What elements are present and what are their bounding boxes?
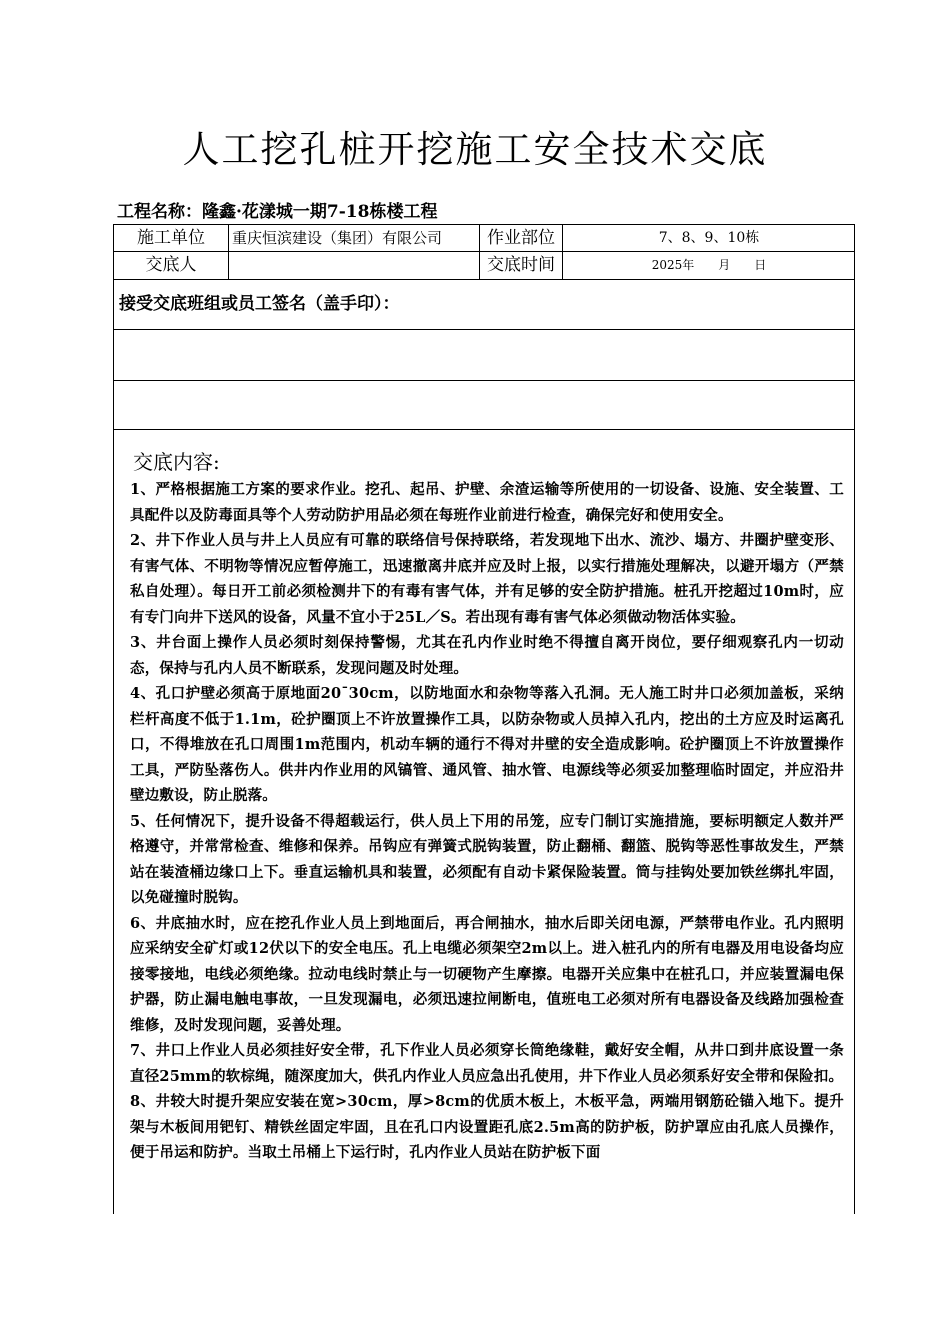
- time-value: 2025年 月 日: [651, 258, 767, 272]
- content-paragraph-3: 3、井台面上操作人员必须时刻保持警惕，尤其在孔内作业时绝不得擅自离开岗位，要仔细观察孔内一切动态，保持与孔内人员不断联系，发现问题及时处理。: [130, 634, 844, 677]
- signature-line: [114, 429, 854, 430]
- content-paragraph-5: 5、任何情况下，提升设备不得超载运行，供人员上下用的吊笼，应专门制订实施措施，要标明额定人数并严格遵守，并常常检查、维修和保养。吊钩应有弹簧式脱钩装置，防止翻桶、翻篮、脱钩等恶性事故发生，严禁站在装渣桶边缘口上下。垂直运输机具和装置，必须配有自动卡紧保险装置。筒与挂钩处要加铁丝绑扎牢固，以免碰撞时脱钩。: [130, 812, 844, 906]
- time-label: 交底时间: [487, 255, 555, 275]
- content-heading: 交底内容:: [133, 450, 220, 474]
- content-paragraph-2: 2、井下作业人员与井上人员应有可靠的联络信号保持联络，若发现地下出水、流沙、塌方、井圈护壁变形、有害气体、不明物等情况应暂停施工，迅速撤离井底并应及时上报，以实行措施处理解决，以避开塌方（严禁私自处理）。每日开工前必须检测井下的有毒有害气体，并有足够的安全防护措施。桩孔开挖超过10m时，应有专门向井下送风的设备，风量不宜小于25L／S。若出现有毒有害气体必须做动物活体实验。: [130, 532, 844, 626]
- work-area-label: 作业部位: [487, 228, 555, 248]
- document-title: 人工挖孔桩开挖施工安全技术交底: [182, 128, 768, 171]
- presenter-label: 交底人: [145, 255, 197, 275]
- content-paragraph-8: 8、井较大时提升架应安装在宽>30cm，厚>8cm的优质木板上，木板平急，两端用钢筋砼锚入地下。提升架与木板间用钯钉、精铁丝固定牢固，且在孔口内设置距孔底2.5m高的防护板，防护罩应由孔底人员操作，便于吊运和防护。当取土吊桶上下运行时，孔内作业人员站在防护板下面: [130, 1093, 844, 1161]
- project-name: 工程名称：隆鑫·花漾城一期7-18栋楼工程: [117, 202, 438, 222]
- signature-label: 接受交底班组或员工签名（盖手印）：: [119, 294, 400, 314]
- row-divider: [114, 279, 854, 280]
- content-paragraph-4: 4、孔口护壁必须高于原地面20¯30cm，以防地面水和杂物等落入孔洞。无人施工时井口必须加盖板，采纳栏杆高度不低于1.1m，砼护圈顶上不许放置操作工具，以防杂物或人员掉入孔内，挖出的土方应及时运离孔口，不得堆放在孔口周围1m范围内，机动车辆的通行不得对井壁的安全造成影响。砼护圈顶上不许放置操作工具，严防坠落伤人。供井内作业用的风镐管、通风管、抽水管、电源线等必须妥加整理临时固定，并应沿井壁边敷设，防止脱落。: [130, 685, 844, 804]
- disclosure-content: [130, 447, 844, 1166]
- signature-line: [114, 329, 854, 330]
- signature-line: [114, 380, 854, 381]
- column-divider: [228, 225, 229, 279]
- construction-unit-value: 重庆恒滨建设（集团）有限公司: [232, 229, 443, 247]
- content-paragraph-6: 6、井底抽水时，应在挖孔作业人员上到地面后，再合闸抽水，抽水后即关闭电源，严禁带电作业。孔内照明应采纳安全矿灯或12伏以下的安全电压。孔上电缆必须架空2m以上。进入桩孔内的所有电器及用电设备均应接零接地，电线必须绝缘。拉动电线时禁止与一切硬物产生摩擦。电器开关应集中在桩孔口，并应装置漏电保护器，防止漏电触电事故，一旦发现漏电，必须迅速拉闸断电，值班电工必须对所有电器设备及线路加强检查维修，及时发现问题，妥善处理。: [130, 914, 844, 1034]
- content-paragraph-7: 7、井口上作业人员必须挂好安全带，孔下作业人员必须穿长筒绝缘鞋，戴好安全帽，从井口到井底设置一条直径25mm的软棕绳，随深度加大，供孔内作业人员应急出孔使用，井下作业人员必须系好安全带和保险扣。: [130, 1042, 844, 1085]
- work-area-value: 7、8、9、10栋: [658, 230, 760, 246]
- construction-unit-label: 施工单位: [137, 228, 205, 248]
- content-paragraph-1: 1、严格根据施工方案的要求作业。挖孔、起吊、护壁、余渣运输等所使用的一切设备、设施、安全装置、工具配件以及防毒面具等个人劳动防护用品必须在每班作业前进行检查，确保完好和使用安全。: [130, 481, 844, 524]
- disclosure-form: [113, 224, 855, 1214]
